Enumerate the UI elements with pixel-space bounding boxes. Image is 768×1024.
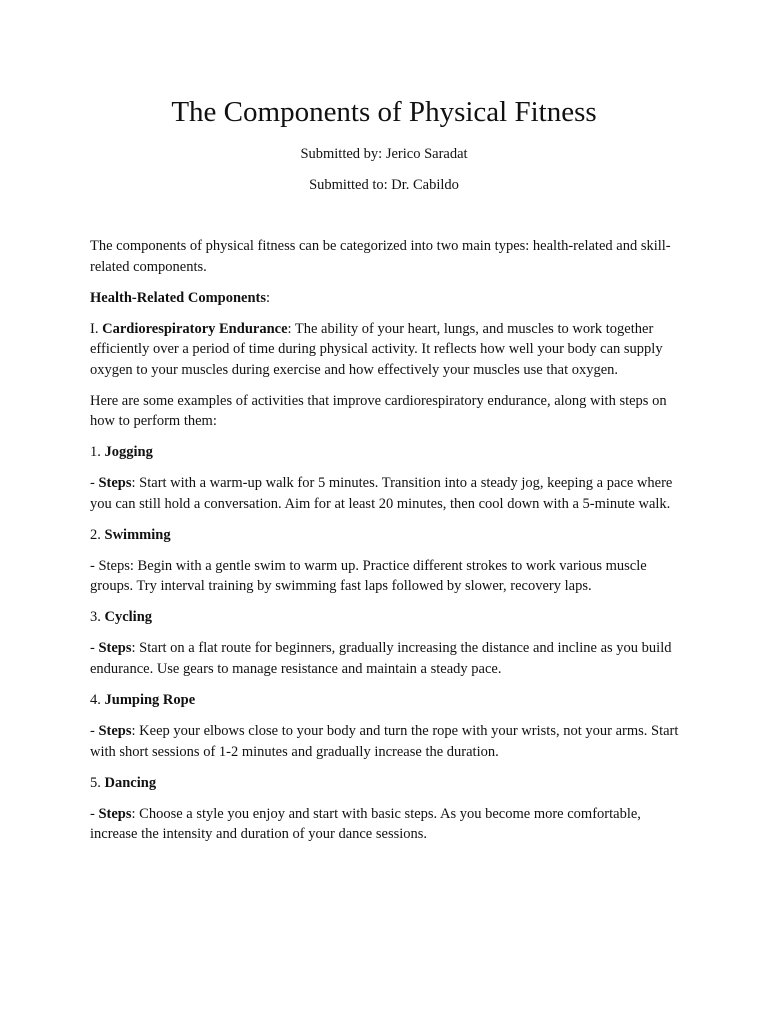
document-body — [90, 236, 680, 855]
submitted-to: Submitted to: Dr. Cabildo — [309, 177, 459, 193]
activity-heading: 1. Jogging — [90, 444, 153, 461]
cardio-term: Cardiorespiratory Endurance — [102, 320, 288, 337]
activity-name: Swimming — [104, 526, 171, 543]
activity-name: Jogging — [104, 444, 153, 461]
examples-intro: Here are some examples of activities that improve cardiorespiratory endurance, along with steps on how to perform them: — [90, 392, 667, 430]
activity-heading: 3. Cycling — [90, 609, 153, 626]
activity-steps: - Steps: Begin with a gentle swim to warm up. Practice different strokes to work various muscle groups. Try interval training by swimming fast laps followed by slower, recovery laps. — [90, 557, 647, 595]
document-title: The Components of Physical Fitness — [171, 96, 597, 128]
activity-steps: - Steps: Choose a style you enjoy and start with basic steps. As you become more comfortable, increase the intensity and duration of your dance sessions. — [90, 805, 641, 843]
activity-heading: 4. Jumping Rope — [90, 692, 196, 708]
activity-steps: - Steps: Start with a warm-up walk for 5 minutes. Transition into a steady jog, keeping a pace where you can still hold a conversation. Aim for at least 20 minutes, then cool down with a 5-minute walk. — [90, 475, 673, 512]
cardio-paragraph: I. Cardiorespiratory Endurance: The ability of your heart, lungs, and muscles to work together efficiently over a period of time during physical activity. It reflects how well your body can supply oxygen to your muscles during exercise and how effectively your muscles use that oxygen. — [90, 320, 663, 378]
activity-name: Cycling — [104, 609, 153, 626]
activity-name: Dancing — [104, 774, 157, 791]
activity-steps: - Steps: Start on a flat route for beginners, gradually increasing the distance and incline as you build endurance. Use gears to manage resistance and maintain a steady pace. — [90, 640, 672, 678]
intro-paragraph: The components of physical fitness can be categorized into two main types: health-related and skill-related components. — [90, 238, 671, 275]
submitted-by: Submitted by: Jerico Saradat — [300, 146, 468, 162]
activity-steps: - Steps: Keep your elbows close to your body and turn the rope with your wrists, not your arms. Start with short sessions of 1-2 minutes and gradually increase the duration. — [90, 722, 679, 760]
activity-heading: 2. Swimming — [90, 526, 171, 543]
health-heading-text: Health-Related Components — [90, 289, 267, 306]
activity-heading: 5. Dancing — [90, 774, 157, 791]
activity-name: Jumping Rope — [104, 692, 196, 708]
health-heading: Health-Related Components: — [90, 289, 271, 306]
